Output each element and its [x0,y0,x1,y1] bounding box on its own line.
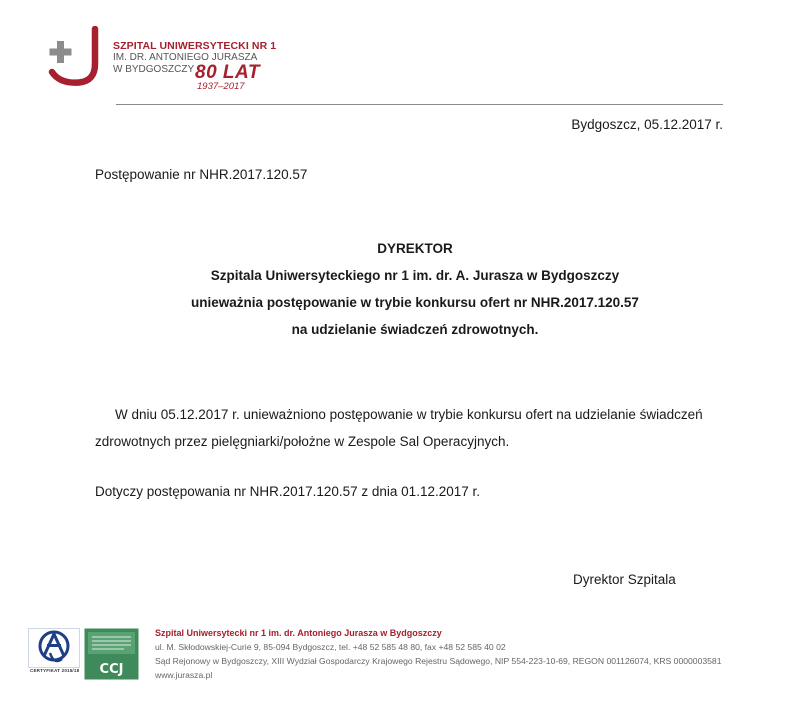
ccj-text: CCJ [99,662,124,677]
footer-website: www.jurasza.pl [155,670,213,680]
heading-institution: Szpitala Uniwersyteckiego nr 1 im. dr. A. Jurasza w Bydgoszczy [210,268,620,283]
certificate-label: CERTYFIKAT 2015/18 [30,668,80,673]
body-line-2: zdrowotnych przez pielęgniarki/położne w Zespole Sal Operacyjnych. [95,434,510,449]
hospital-logo-icon [48,26,108,88]
logo-city: W BYDGOSZCZY [113,64,195,76]
ccj-certificate-icon [84,628,139,680]
logo-years: 1937–2017 [197,81,245,92]
logo-anniversary: 80 LAT [195,62,260,83]
reference-number: Postępowanie nr NHR.2017.120.57 [95,167,308,182]
letter-date: Bydgoszcz, 05.12.2017 r. [571,117,723,132]
logo-patron: IM. DR. ANTONIEGO JURASZA [113,52,258,64]
concerns-line: Dotyczy postępowania nr NHR.2017.120.57 z dnia 01.12.2017 r. [95,484,480,499]
header-divider [116,104,723,105]
footer-address: ul. M. Skłodowskiej-Curie 9, 85-094 Bydgoszcz, tel. +48 52 585 48 80, fax +48 52 585 40 02 [155,642,506,652]
logo-hospital-name: SZPITAL UNIWERSYTECKI NR 1 [113,40,277,52]
footer-text [155,626,721,682]
heading-action: unieważnia postępowanie w trybie konkursu ofert nr NHR.2017.120.57 [191,295,639,310]
footer-title: Szpital Uniwersytecki nr 1 im. dr. Antoniego Jurasza w Bydgoszczy [155,628,442,638]
heading-block [0,235,800,343]
body-line-1: W dniu 05.12.2017 r. unieważniono postępowanie w trybie konkursu ofert na udzielanie świadczeń [115,407,703,422]
footer-court-info: Sąd Rejonowy w Bydgoszczy, XIII Wydział Gospodarczy Krajowego Rejestru Sądowego, NIP 554-223-10-69, REGON 001126074, KRS 0000003581 [155,656,722,666]
heading-subject: na udzielanie świadczeń zdrowotnych. [291,322,539,337]
body-paragraph [95,401,735,455]
heading-title: DYREKTOR [377,241,453,256]
signature-label: Dyrektor Szpitala [573,572,676,587]
